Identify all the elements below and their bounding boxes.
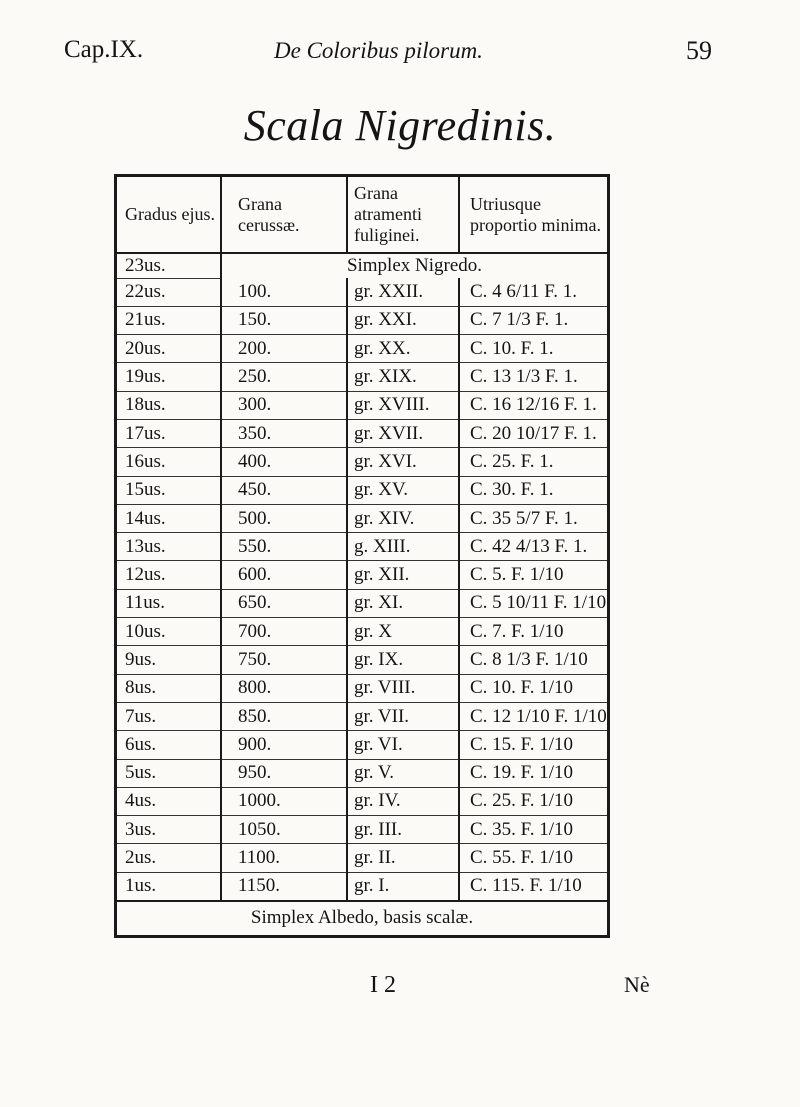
degree-cell: 22us. [117,278,221,306]
degree-cell: 2us. [117,844,221,872]
cerussa-cell: 250. [221,363,347,391]
atramentum-cell: gr. III. [347,816,459,844]
table-row [117,844,607,872]
degree-cell: 4us. [117,787,221,815]
header-proportio: Utriusque proportio minima. [459,177,607,253]
proportio-cell: C. 115. F. 1/10 [459,872,607,900]
proportio-cell: C. 30. F. 1. [459,476,607,504]
table-row [117,816,607,844]
proportio-cell: C. 25. F. 1. [459,448,607,476]
atramentum-cell: gr. XXI. [347,306,459,334]
header-atramentum: Grana atramenti fuliginei. [347,177,459,253]
table-row [117,419,607,447]
table-row [117,306,607,334]
degree-cell: 18us. [117,391,221,419]
scale-table [114,174,610,938]
simplex-nigredo-label: Simplex Nigredo. [221,253,607,278]
degree-cell: 6us. [117,731,221,759]
degree-cell: 3us. [117,816,221,844]
table-row [117,731,607,759]
degree-cell: 5us. [117,759,221,787]
proportio-cell: C. 8 1/3 F. 1/10 [459,646,607,674]
degree-cell: 7us. [117,702,221,730]
degree-cell: 11us. [117,589,221,617]
cerussa-cell: 750. [221,646,347,674]
cerussa-cell: 1100. [221,844,347,872]
table-row [117,674,607,702]
atramentum-cell: gr. VI. [347,731,459,759]
atramentum-cell: gr. XXII. [347,278,459,306]
degree-cell: 14us. [117,504,221,532]
cerussa-cell: 850. [221,702,347,730]
header-gradus: Gradus ejus. [117,177,221,253]
cerussa-cell: 200. [221,335,347,363]
atramentum-cell: gr. I. [347,872,459,900]
running-header [64,36,712,76]
cerussa-cell: 1050. [221,816,347,844]
cerussa-cell: 100. [221,278,347,306]
cerussa-cell: 400. [221,448,347,476]
degree-cell: 20us. [117,335,221,363]
proportio-cell: C. 16 12/16 F. 1. [459,391,607,419]
degree-cell: 19us. [117,363,221,391]
atramentum-cell: gr. XVI. [347,448,459,476]
degree-cell: 23us. [117,253,221,278]
proportio-cell: C. 35 5/7 F. 1. [459,504,607,532]
table-row [117,702,607,730]
proportio-cell: C. 20 10/17 F. 1. [459,419,607,447]
table-row [117,646,607,674]
proportio-cell: C. 42 4/13 F. 1. [459,533,607,561]
degree-cell: 10us. [117,618,221,646]
table-row [117,335,607,363]
atramentum-cell: gr. X [347,618,459,646]
degree-cell: 12us. [117,561,221,589]
table-row [117,872,607,900]
page-title: Scala Nigredinis. [243,101,557,150]
chapter-label: Cap.IX. [64,36,144,63]
proportio-cell: C. 10. F. 1/10 [459,674,607,702]
atramentum-cell: gr. II. [347,844,459,872]
proportio-cell: C. 12 1/10 F. 1/10 [459,702,607,730]
cerussa-cell: 1150. [221,872,347,900]
atramentum-cell: gr. XX. [347,335,459,363]
atramentum-cell: gr. XV. [347,476,459,504]
degree-cell: 16us. [117,448,221,476]
proportio-cell: C. 25. F. 1/10 [459,787,607,815]
atramentum-cell: gr. XIV. [347,504,459,532]
table-row [117,363,607,391]
table-row [117,589,607,617]
atramentum-cell: gr. XII. [347,561,459,589]
page-number: 59 [686,36,712,65]
degree-cell: 9us. [117,646,221,674]
atramentum-cell: gr. IV. [347,787,459,815]
signature-mark: I 2 [370,972,396,998]
proportio-cell: C. 19. F. 1/10 [459,759,607,787]
cerussa-cell: 550. [221,533,347,561]
table-row [117,391,607,419]
proportio-cell: C. 5. F. 1/10 [459,561,607,589]
running-title: De Coloribus pilorum. [274,38,483,63]
atramentum-cell: gr. IX. [347,646,459,674]
table-header-row [117,177,607,253]
atramentum-cell: gr. XI. [347,589,459,617]
atramentum-cell: gr. VII. [347,702,459,730]
proportio-cell: C. 55. F. 1/10 [459,844,607,872]
degree-cell: 8us. [117,674,221,702]
catchword: Nè [624,972,650,997]
cerussa-cell: 350. [221,419,347,447]
atramentum-cell: gr. VIII. [347,674,459,702]
table-footer-row [117,901,607,934]
table-row [117,278,607,306]
table-row-top [117,253,607,278]
proportio-cell: C. 35. F. 1/10 [459,816,607,844]
degree-cell: 13us. [117,533,221,561]
table-row [117,504,607,532]
proportio-cell: C. 13 1/3 F. 1. [459,363,607,391]
cerussa-cell: 300. [221,391,347,419]
proportio-cell: C. 15. F. 1/10 [459,731,607,759]
proportio-cell: C. 5 10/11 F. 1/10 [459,589,607,617]
proportio-cell: C. 10. F. 1. [459,335,607,363]
degree-cell: 1us. [117,872,221,900]
simplex-albedo-label: Simplex Albedo, basis scalæ. [117,901,607,934]
cerussa-cell: 500. [221,504,347,532]
cerussa-cell: 600. [221,561,347,589]
table-row [117,476,607,504]
atramentum-cell: g. XIII. [347,533,459,561]
proportio-cell: C. 4 6/11 F. 1. [459,278,607,306]
table-row [117,448,607,476]
proportio-cell: C. 7 1/3 F. 1. [459,306,607,334]
table-row [117,618,607,646]
table-row [117,759,607,787]
cerussa-cell: 900. [221,731,347,759]
header-cerussa: Grana cerussæ. [221,177,347,253]
cerussa-cell: 1000. [221,787,347,815]
atramentum-cell: gr. XIX. [347,363,459,391]
cerussa-cell: 450. [221,476,347,504]
atramentum-cell: gr. XVIII. [347,391,459,419]
table-row [117,561,607,589]
cerussa-cell: 800. [221,674,347,702]
table-row [117,533,607,561]
degree-cell: 21us. [117,306,221,334]
cerussa-cell: 650. [221,589,347,617]
cerussa-cell: 150. [221,306,347,334]
proportio-cell: C. 7. F. 1/10 [459,618,607,646]
table-row [117,787,607,815]
atramentum-cell: gr. XVII. [347,419,459,447]
cerussa-cell: 700. [221,618,347,646]
atramentum-cell: gr. V. [347,759,459,787]
degree-cell: 15us. [117,476,221,504]
cerussa-cell: 950. [221,759,347,787]
degree-cell: 17us. [117,419,221,447]
